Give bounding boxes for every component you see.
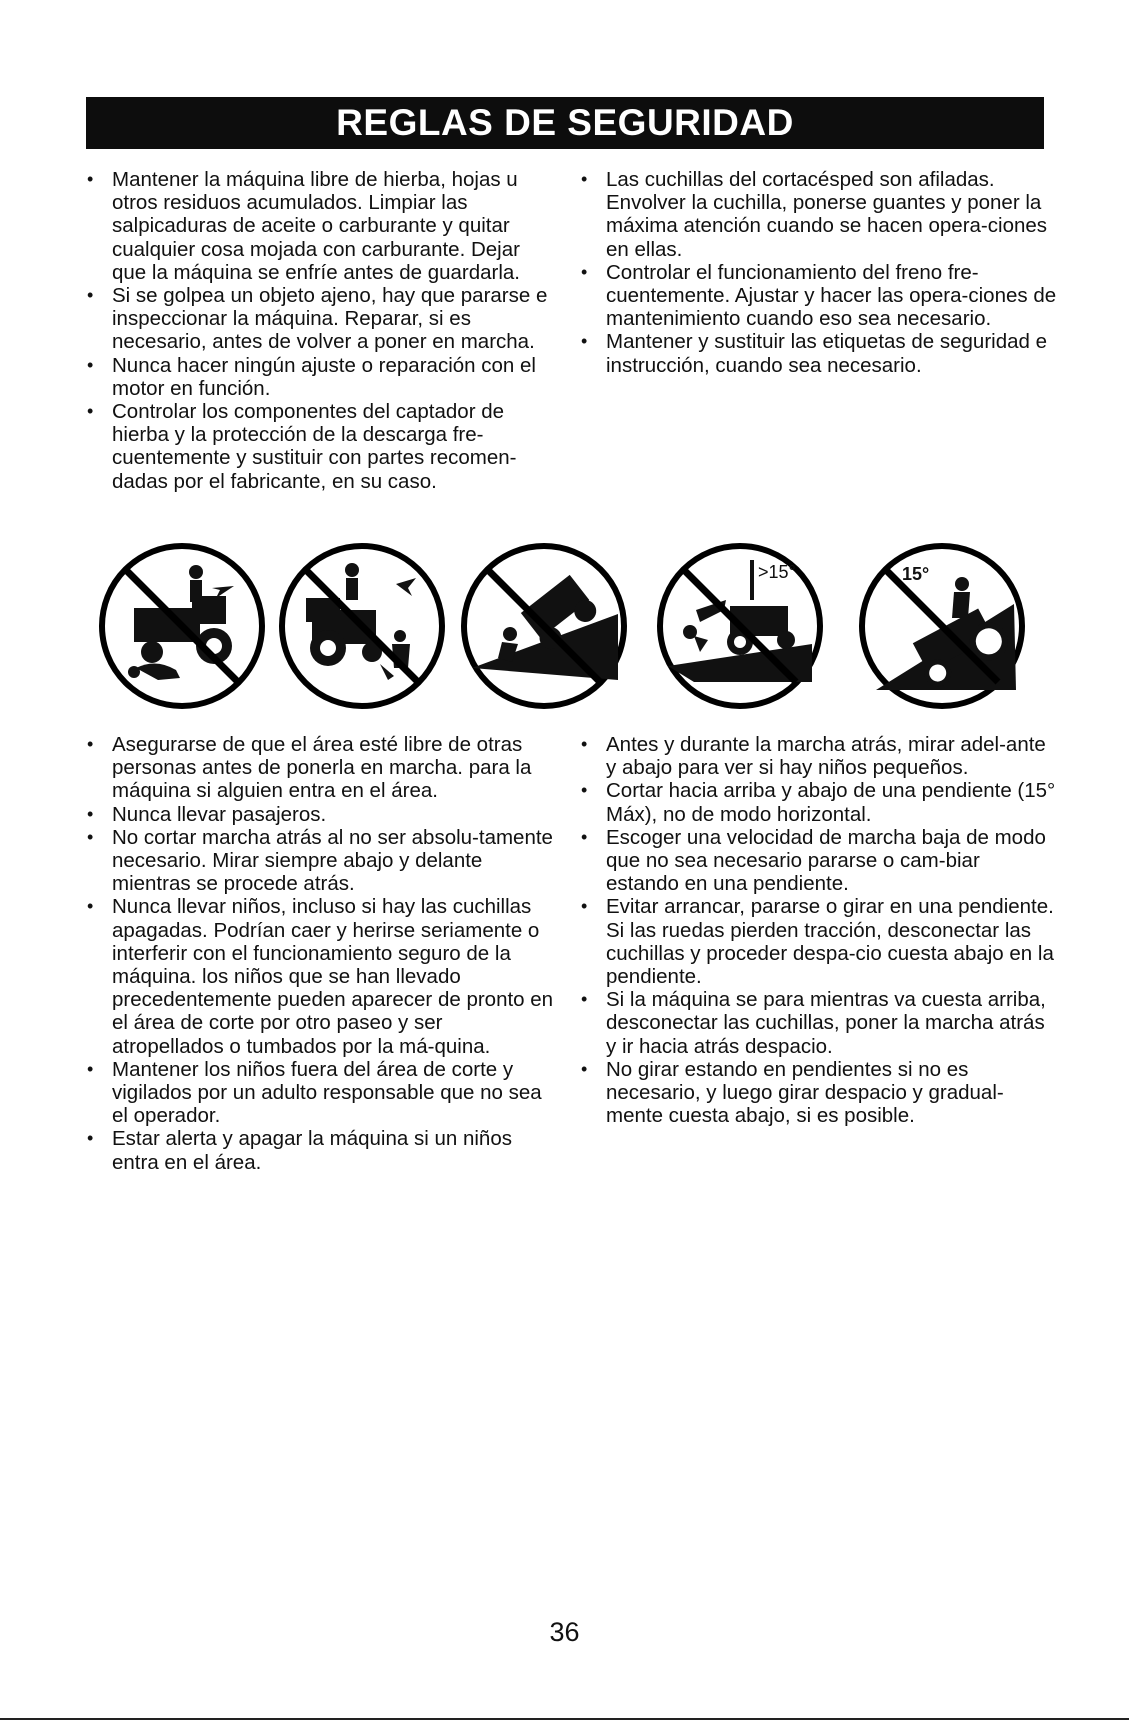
no-tipping-slope-icon xyxy=(458,540,630,712)
list-item: • Mantener la máquina libre de hierba, hojas u otros residuos acumulados. Limpiar las salpicaduras de aceite o carburante y quitar cualquier cosa mojada con carburante. Dejar que la máquina se enfríe antes de guardarla. xyxy=(86,168,556,284)
no-children-reversing-icon xyxy=(276,540,448,712)
slope-over-15-icon xyxy=(654,540,826,712)
safety-list-bottom-left xyxy=(86,733,556,1174)
list-item: • Controlar el funcionamiento del freno fre-cuentemente. Ajustar y hacer las opera-ciones de mantenimiento cuando eso sea necesario. xyxy=(580,261,1058,331)
safety-list-bottom-right xyxy=(580,733,1058,1127)
list-item: • Cortar hacia arriba y abajo de una pendiente (15° Máx), no de modo horizontal. xyxy=(580,779,1058,825)
list-item: • Las cuchillas del cortacésped son afiladas. Envolver la cuchilla, ponerse guantes y poner la máxima atención cuando se hacen opera-ciones en ellas. xyxy=(580,168,1058,261)
safety-pictograms xyxy=(86,540,1044,720)
list-item: • No girar estando en pendientes si no es necesario, y luego girar despacio y gradual-mente cuesta abajo, si es posible. xyxy=(580,1058,1058,1128)
section-title xyxy=(86,97,1044,149)
list-item: • Si la máquina se para mientras va cuesta arriba, desconectar las cuchillas, poner la marcha atrás y ir hacia atrás despacio. xyxy=(580,988,1058,1058)
list-item: • Mantener los niños fuera del área de corte y vigilados por un adulto responsable que no sea el operador. xyxy=(86,1058,556,1128)
bottom-right-column xyxy=(580,733,1058,1127)
top-left-column xyxy=(86,168,556,493)
list-item: • Si se golpea un objeto ajeno, hay que pararse e inspeccionar la máquina. Reparar, si es necesario, antes de volver a poner en marcha. xyxy=(86,284,556,354)
list-item: • Evitar arrancar, pararse o girar en una pendiente. Si las ruedas pierden tracción, desconectar las cuchillas y proceder despa-cio cuesta abajo en la pendiente. xyxy=(580,895,1058,988)
list-item: • Asegurarse de que el área esté libre de otras personas antes de ponerla en marcha. para la máquina si alguien entra en el área. xyxy=(86,733,556,803)
bottom-left-column xyxy=(86,733,556,1174)
safety-list-top-right xyxy=(580,168,1058,377)
list-item: • Nunca llevar pasajeros. xyxy=(86,803,556,826)
list-item: • Mantener y sustituir las etiquetas de seguridad e instrucción, cuando sea necesario. xyxy=(580,330,1058,376)
list-item: • Nunca llevar niños, incluso si hay las cuchillas apagadas. Podrían caer y herirse seriamente o interferir con el funcionamiento seguro de la máquina. los niños que se han llevado precedentemente pueden aparecer de pronto en el área de corte por otro paseo y ser atropellados o tumbados por la má-quina. xyxy=(86,895,556,1057)
angle-label: 15° xyxy=(902,564,930,584)
list-item: • No cortar marcha atrás al no ser absolu-tamente necesario. Mirar siempre abajo y delante mientras se procede atrás. xyxy=(86,826,556,896)
list-item: • Nunca hacer ningún ajuste o reparación con el motor en función. xyxy=(86,354,556,400)
safety-list-top-left xyxy=(86,168,556,493)
no-steep-slope-icon xyxy=(856,540,1028,712)
list-item: • Escoger una velocidad de marcha baja de modo que no sea necesario pararse o cam-biar estando en una pendiente. xyxy=(580,826,1058,896)
page-number: 36 xyxy=(549,1617,580,1647)
top-right-column xyxy=(580,168,1058,377)
list-item: • Estar alerta y apagar la máquina si un niños entra en el área. xyxy=(86,1127,556,1173)
list-item: • Controlar los componentes del captador de hierba y la protección de la descarga fre-cuentemente y sustituir con partes recomen-dadas por el fabricante, en su caso. xyxy=(86,400,556,493)
bottom-divider xyxy=(0,1718,1129,1720)
no-passengers-icon xyxy=(96,540,268,712)
section-title-text: REGLAS DE SEGURIDAD xyxy=(336,102,794,143)
list-item: • Antes y durante la marcha atrás, mirar adel-ante y abajo para ver si hay niños pequeños. xyxy=(580,733,1058,779)
angle-label: >15° xyxy=(758,562,796,582)
